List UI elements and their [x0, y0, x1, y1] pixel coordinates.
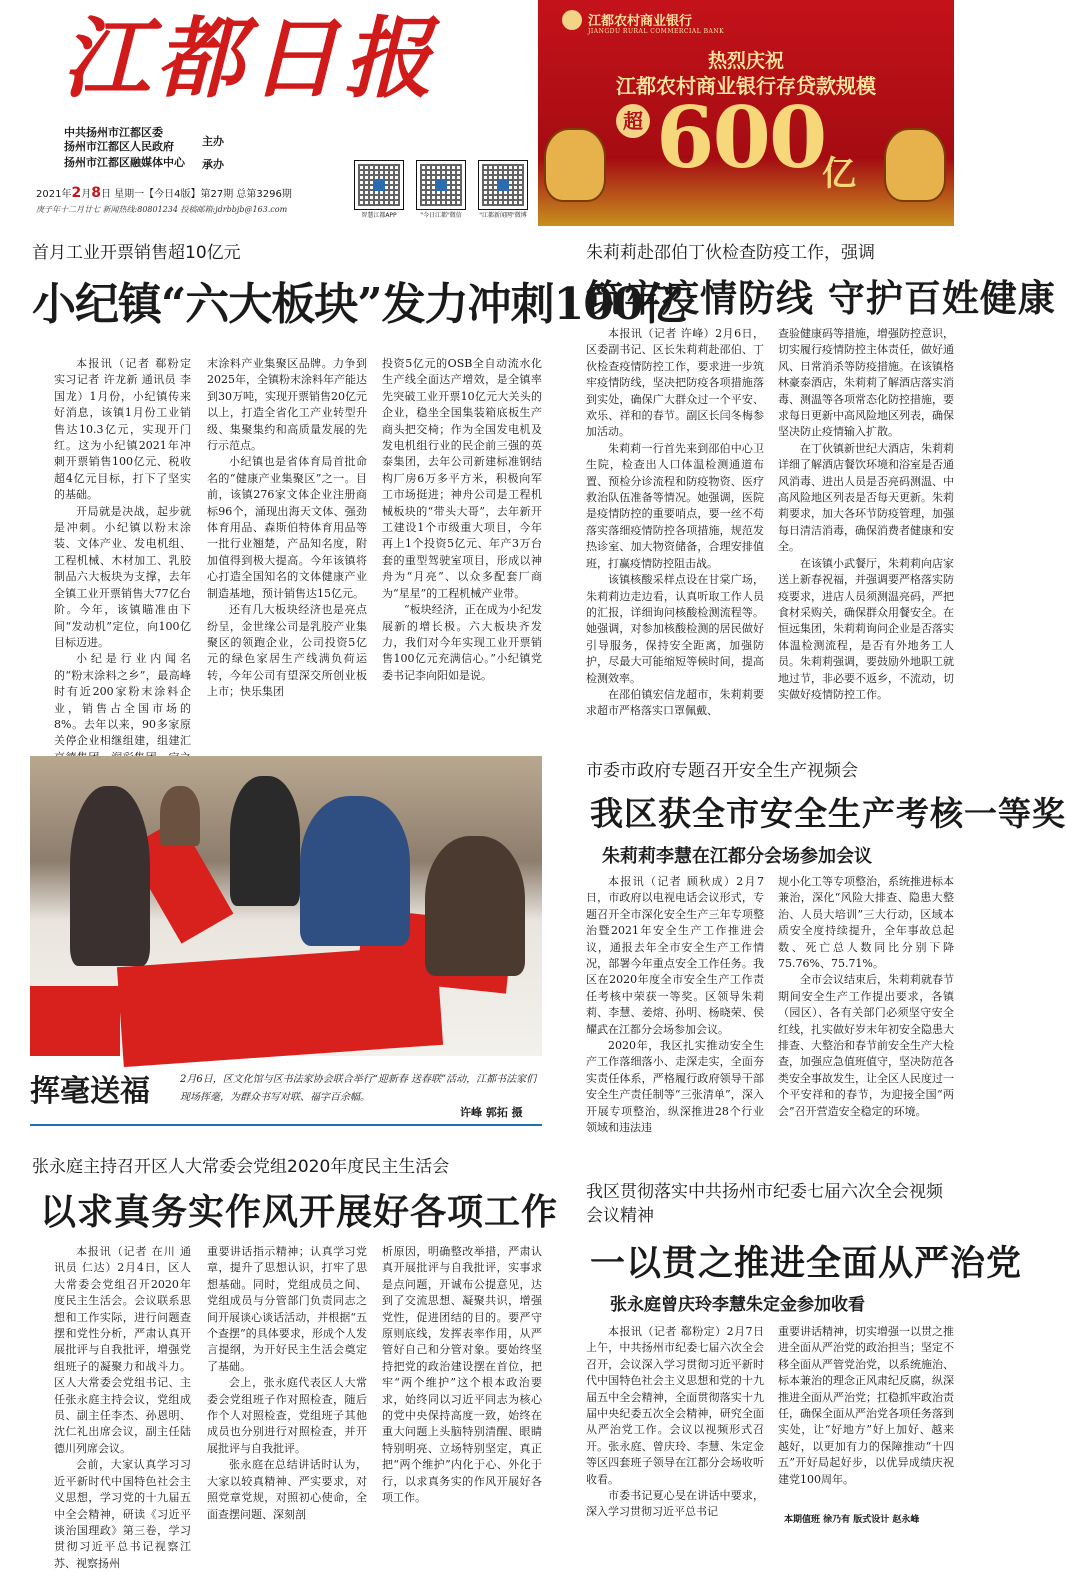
- ad-super-badge: 超: [616, 104, 650, 138]
- page-credits: 本期值班 徐乃有 版式设计 赵永峰: [784, 1515, 920, 1525]
- paragraph: 投资5亿元的OSB全自动流水化生产线全面达产增效，是全镇率先突破工业开票10亿元大关头的企业，稳坐全国集装箱底板生产商头把交椅；作为全国发电机及发电机组行业的民企前三强的英泰集团，去年公司新建标准钢结构厂房6万多平方米，积极向军工市场挺进；神舟公司是工程机械板块的“带头大哥”，去年新开工建设1个市级重大项目，今年再上1个投资5亿元、年产3万台套的重型驾驶室项目，形成以神舟为“月亮”、以众多配套厂商为“星星”的工程机械产业带。: [382, 357, 542, 600]
- article3-column-2: [778, 874, 954, 1120]
- ad-headline-2: 江都农村商业银行存贷款规模: [616, 74, 876, 98]
- bank-advertisement[interactable]: [538, 0, 954, 226]
- calligrapher-figure: [425, 836, 525, 976]
- paragraph: 本报讯（记者 许峰）2月6日，区委副书记、区长朱莉莉赴邵伯、丁伙检查疫情防控工作，要求进一步筑牢疫情防线，坚决把防疫各项措施落到实处，确保广大群众过一个平安、欢乐、祥和的春节。副区长闫冬梅参加活动。: [586, 327, 764, 439]
- paragraph: 开局就是决战，起步就是冲刺。小纪镇以粉末涂装、文体产业、发电机组、工程机械、木材加工、乳胶制品六大板块为支撑，去年全镇工业开票销售大77亿台阶。今年，该镇瞄准由下间“发动机”定位，向100亿目标迈进。: [54, 504, 191, 649]
- qr-label: 智慧江都APP: [361, 212, 397, 219]
- article5-headline[interactable]: 一以贯之推进全面从严治党: [590, 1243, 1023, 1284]
- publisher-role-organizer: 承办: [202, 158, 224, 171]
- issue-info: 星期一【今日4版】第27期 总第3296期: [114, 189, 292, 200]
- article2-column-1: [586, 326, 764, 720]
- qr-code-icon: [478, 160, 528, 210]
- ox-illustration-icon: [544, 128, 606, 202]
- paragraph: 该镇核酸采样点设在甘棠广场，朱莉莉边走边看，认真听取工作人员的汇报，详细询问核酸检测流程等。她强调，对参加核酸检测的居民做好引导服务，保持安全距离，加强防护，尽最大可能缩短等候时间，提高检测效率。: [586, 573, 764, 685]
- article4-column-2: [207, 1244, 367, 1523]
- qr-wechat[interactable]: [416, 160, 466, 219]
- article4-column-3: [382, 1244, 542, 1507]
- publisher-org-3: 扬州市江都区融媒体中心: [64, 156, 185, 169]
- spectator-figure: [160, 786, 200, 846]
- paragraph: 2020年，我区扎实推动安全生产工作落细落小、走深走实，全面夯实责任体系，严格履行政府领导干部安全生产责任制等“三张清单”，深入开展专项整治，纵深推进28个行业领域和违法违: [586, 1039, 764, 1135]
- paragraph: 本报讯（记者 郗粉定）2月7日上午，中共扬州市纪委七届六次全会召开，会议深入学习贯彻习近平新时代中国特色社会主义思想和党的十九届五中全会精神，全面贯彻落实十九届中央纪委五次全会精神，研究全面从严治党工作。会议以视频形式召开。张永庭、曾庆玲、李慧、朱定金等区四套班子领导在江都分会场收听收看。: [586, 1325, 764, 1486]
- qr-app[interactable]: [354, 160, 404, 219]
- paragraph: “板块经济，正在成为小纪发展新的增长极。六大板块齐发力，我们对今年实现工业开票销售100亿元充满信心。”小纪镇党委书记李向阳如是说。: [382, 603, 542, 682]
- paragraph: 会上，张永庭代表区人大常委会党组班子作对照检查，随后作个人对照检查，党组班子其他成员也分别进行对照检查，并开展批评与自我批评。: [207, 1376, 367, 1455]
- paragraph: 小纪镇也是省体育局首批命名的“健康产业集聚区”之一。目前，该镇276家文体企业注册商标96个，涌现出海天文体、强劲体育用品、森斯伯特体育用品等一批行业翘楚，产品知名度，附加值得到极大提高。今年该镇将心打造全国知名的文体健康产业制造基地，预计销售达15亿元。: [207, 455, 367, 600]
- issue-dateline: [36, 185, 348, 201]
- photo-caption-text: 2月6日，区文化馆与区书法家协会联合举行“迎新春 送春联”活动，江都书法家们现场挥毫，为群众书写对联、福字百余幅。: [180, 1074, 537, 1103]
- paragraph: 重要讲话指示精神；认真学习党章，提升了思想认识，打牢了思想基础。同时，党组成员之间、党组成员与分管部门负责同志之间开展谈心谈话活动，并根据“五个查摆”的具体要求，形成个人发言提纲，为开好民主生活会奠定了基础。: [207, 1245, 367, 1373]
- lunar-contact-line: 庚子年十二月廿七 新闻热线:80801234 投稿邮箱:jdrbbjb@163.com: [36, 205, 288, 214]
- article3-kicker: 市委市政府专题召开安全生产视频会: [586, 761, 858, 781]
- paragraph: 张永庭在总结讲话时认为，大家以较真精神、严实要求，对照党章党规，对照初心使命，全面查摆问题、深刻剖: [207, 1458, 367, 1521]
- photo-calligraphy-event: [30, 756, 542, 1056]
- ox-illustration-icon: [884, 128, 946, 202]
- ad-amount-unit: 亿: [822, 154, 856, 194]
- paragraph: 会前，大家认真学习习近平新时代中国特色社会主义思想，学习党的十九届五中全会精神，研读《习近平谈治国理政》第三卷，学习贯彻习近平总书记视察江苏、视察扬州: [54, 1458, 191, 1570]
- masthead-title: 江都日报: [62, 6, 439, 110]
- paragraph: 重要讲话精神，切实增强一以贯之推进全面从严治党的政治担当；坚定不移全面从严管党治党，以系统施治、标本兼治的理念正风肃纪反腐，纵深推进全面从严治党；扛稳抓牢政治责任，确保全面从严治党各项任务落到实处，让“好地方”好上加好、越来越好，以更加有力的保障推动“十四五”开好局起好步，以优异成绩庆祝建党100周年。: [778, 1325, 954, 1486]
- article5-kicker: 我区贯彻落实中共扬州市纪委七届六次全会视频会议精神: [586, 1182, 943, 1226]
- paragraph: 在邵伯镇宏信龙超市，朱莉莉要求超市严格落实口罩佩戴、: [586, 687, 764, 718]
- photo-credit: 许峰 郭拓 摄: [460, 1106, 523, 1119]
- paragraph: 小纪是行业内闻名的“粉末涂料之乡”，最高峰时有近200家粉末涂料企业，销售占全国市场的8%。去年以来，90多家原关停企业相继组建，组建汇: [54, 652, 191, 748]
- qr-weibo[interactable]: [478, 160, 528, 219]
- article3-headline[interactable]: 我区获全市安全生产考核一等奖: [590, 794, 1066, 833]
- date-day: 8: [91, 185, 101, 201]
- paragraph: 查验健康码等措施，增强防控意识，切实履行疫情防控主体责任，做好通风、日常消杀等防疫措施。在该镇格林豪泰酒店，朱莉莉了解酒店落实消毒、测温等各项常态化防控措施，要求每日更新中高风险地区列表，确保坚决防止疫情输入扩散。: [778, 327, 954, 439]
- ad-headline-1: 热烈庆祝: [707, 50, 784, 72]
- spectator-figure: [230, 776, 300, 906]
- bank-logo-icon: [562, 10, 582, 30]
- article3-subhead: 朱莉莉李慧在江都分会场参加会议: [602, 846, 872, 867]
- date-year: 2021年: [36, 189, 72, 200]
- paragraph: 全市会议结束后，朱莉莉就春节期间安全生产工作提出要求，各镇（园区）、各有关部门必须坚守安全红线，扎实做好岁末年初安全隐患大排查、大整治和春节前安全生产大检查，加强应急值班值守，坚决防范各类安全事故发生，让全区人民度过一个平安祥和的春节，为迎接全国“两会”召开营造安全稳定的环境。: [778, 973, 954, 1118]
- qr-label: "今日江都"微信: [420, 212, 462, 219]
- article4-headline[interactable]: 以求真务实作风开展好各项工作: [40, 1191, 559, 1233]
- qr-code-icon: [416, 160, 466, 210]
- paragraph: 本报讯（记者 郗粉定 实习记者 许龙新 通讯员 李国龙）1月份，小纪镇传来好消息，该镇1月份工业销售达10.3亿元，实现开门红。这为小纪镇2021年冲刺开票销售100亿元、税收超4亿元目标，打下了坚实的基础。: [54, 357, 191, 502]
- publisher-org-2: 扬州市江都区人民政府: [64, 140, 174, 153]
- spectator-figure: [70, 786, 150, 966]
- date-month: 2: [71, 185, 82, 201]
- article2-column-2: [778, 326, 954, 703]
- article3-column-1: [586, 874, 764, 1137]
- article2-kicker: 朱莉莉赴邵伯丁伙检查防疫工作，强调: [586, 243, 875, 263]
- paragraph: 本报讯（记者 在川 通讯员 仁达）2月4日，区人大常委会党组召开2020年度民主生活会。会议联系思想和工作实际，进行问题查摆和党性分析，严肃认真开展批评与自我批评，增强党组班子的凝聚力和战斗力。区人大常委会党组书记、主任张永庭主持会议，党组成员、副主任李杰、孙恩明、沈仁礼出席会议，副主任陆德川列席会议。: [54, 1245, 191, 1455]
- article1-headline[interactable]: 小纪镇“六大板块”发力冲刺100亿: [32, 279, 686, 330]
- ad-bank-name: 江都农村商业银行: [588, 14, 693, 29]
- date-day-unit: 日: [100, 189, 111, 200]
- paragraph: 还有几大板块经济也是亮点纷呈，金世缘公司是乳胶产业集聚区的领跑企业，公司投资5亿元的绿色家居生产线满负荷运转，今年公司有望深交所创业板上市；快乐集团: [207, 603, 367, 699]
- article1-column-3: [382, 356, 542, 684]
- ad-amount: 600: [656, 88, 826, 187]
- article5-subhead: 张永庭曾庆玲李慧朱定金参加收看: [610, 1295, 865, 1315]
- section-divider: [30, 1124, 542, 1126]
- article4-kicker: 张永庭主持召开区人大常委会党组2020年度民主生活会: [32, 1157, 450, 1177]
- article1-column-1: [54, 356, 191, 783]
- paragraph: 在该镇小武餐厅，朱莉莉向店家送上新春祝福，并强调要严格落实防疫要求，进店人员须测温亮码，严把食材采购关，确保群众用餐安全。在恒远集团，朱莉莉询问企业是否落实体温检测流程，是否有外地务工人员。朱莉莉强调，要鼓励外地职工就地过节，非必要不返乡，不流动，切实做好疫情防控工作。: [778, 556, 954, 701]
- red-couplet-paper: [30, 986, 120, 1056]
- paragraph: 朱莉莉一行首先来到邵伯中心卫生院，检查出人口体温检测通道布置、预检分诊流程和防疫物资、医疗救治队伍准备等情况。她强调，医院是疫情防控的重要哨点，要一丝不苟落实落细疫情防控各项措施，规范发热诊室、加大物资储备，合理安排值班，打赢疫情防控阻击战。: [586, 441, 764, 570]
- date-month-unit: 月: [81, 189, 92, 200]
- article5-column-2: [778, 1324, 954, 1488]
- paragraph: 析原因，明确整改举措，严肃认真开展批评与自我批评，实事求是点问题，开诚布公提意见，达到了交流思想、凝聚共识，增强党性，促进团结的目的。要严守原则底线，发挥表率作用，从严管好自己和分管对象。要始终坚持把党的政治建设摆在首位，把牢“两个维护”这个根本政治要求，始终同以习近平同志为核心的党中央保持高度一致，始终在重大问题上头脑特别清醒、眼睛特别明亮、立场特别坚定，真正把“两个维护”内化于心、外化于行，以求真务实的作风开展好各项工作。: [382, 1245, 542, 1505]
- photo-caption-title: 挥毫送福: [30, 1074, 150, 1109]
- article4-column-1: [54, 1244, 191, 1572]
- qr-code-icon: [354, 160, 404, 210]
- qr-label: "江都新闻网"微博: [479, 212, 527, 219]
- publisher-role-host: 主办: [202, 135, 224, 148]
- article1-kicker: 首月工业开票销售超10亿元: [32, 243, 241, 263]
- publisher-org-1: 中共扬州市江都区委: [64, 126, 163, 139]
- article1-column-2: [207, 356, 367, 701]
- paragraph: 本报讯（记者 顾秋成）2月7日，市政府以电视电话会议形式，专题召开全市深化安全生产三年专项整治暨2021年安全生产工作推进会议，通报去年全市安全生产工作情况，部署今年重点安全工作任务。我区在2020年度全市安全生产工作责任考核中荣获一等奖。区领导朱莉莉、李慧、姜熔、孙明、杨晓荣、侯耀武在江都分会场参加会议。: [586, 875, 764, 1036]
- ad-bank-name-en: JIANGDU RURAL COMMERCIAL BANK: [588, 28, 725, 35]
- paragraph: 在丁伙镇新世纪大酒店，朱莉莉详细了解酒店餐饮环境和浴室是否通风消毒、进出人员是否亮码测温、中高风险地区列表是否每天更新。朱莉莉要求，加大各环节防疫管理，加强每日清洁消毒，确保消费者健康和安全。: [778, 441, 954, 554]
- paragraph: 规小化工等专项整治，系统推进标本兼治，深化“风险大排查、隐患大整治、人员大培训”三大行动，区域本质安全度持续提升，全年事故总起数、死亡总人数同比分别下降75.76%、75.71%。: [778, 875, 954, 971]
- paragraph: 市委书记夏心旻在讲话中要求，深入学习贯彻习近平总书记: [586, 1489, 764, 1519]
- article2-headline[interactable]: 筑牢疫情防线 守护百姓健康: [586, 276, 1056, 320]
- calligrapher-figure: [300, 796, 410, 946]
- article5-column-1: [586, 1324, 764, 1521]
- paragraph: 末涂料产业集聚区品牌。力争到2025年，全镇粉末涂料年产能达到30万吨，实现开票销售20亿元以上，打造全省化工产业转型升级、集聚集约和高质量发展的先行示范点。: [207, 357, 367, 453]
